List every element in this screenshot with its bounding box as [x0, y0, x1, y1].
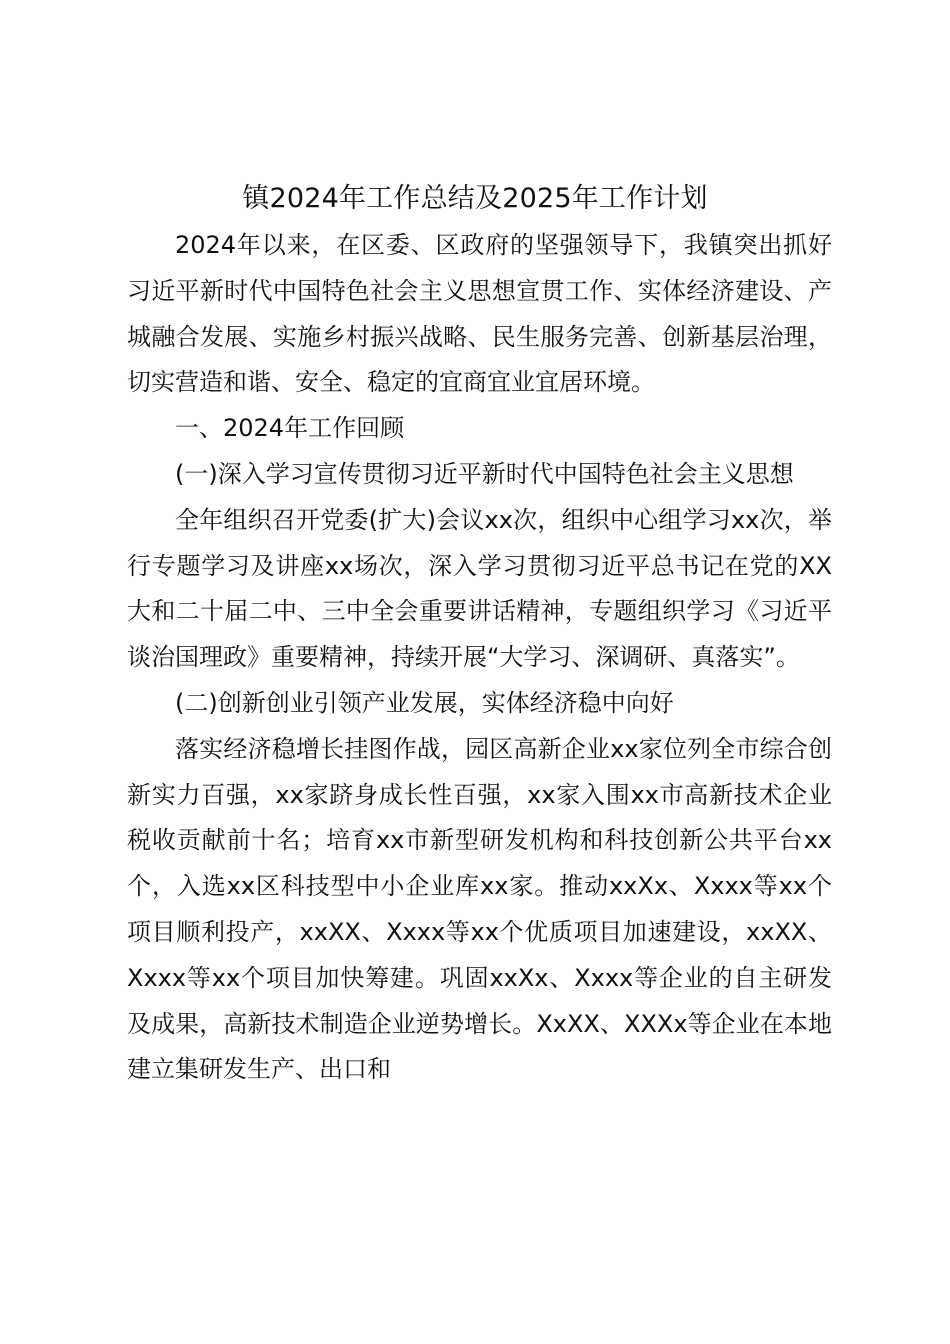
intro-paragraph: 2024年以来，在区委、区政府的坚强领导下，我镇突出抓好习近平新时代中国特色社会主义思想宣贯工作、实体经济建设、产城融合发展、实施乡村振兴战略、民生服务完善、创新基层治理，切实营造和谐、安全、稳定的宜商宜业宜居环境。 — [127, 231, 832, 397]
section-heading: 一、2024年工作回顾 — [175, 414, 405, 443]
subsection-heading: (一)深入学习宣传贯彻习近平新时代中国特色社会主义思想 — [175, 459, 794, 488]
body-paragraph: 全年组织召开党委(扩大)会议xx次，组织中心组学习xx次，举行专题学习及讲座xx场次，深入学习贯彻习近平总书记在党的XX大和二十届二中、三中全会重要讲话精神，专题组织学习《习近平谈治国理政》重要精神，持续开展“大学习、深调研、真落实”。 — [127, 505, 832, 672]
body-paragraph: 落实经济稳增长挂图作战，园区高新企业xx家位列全市综合创新实力百强，xx家跻身成长性百强，xx家入围xx市高新技术企业税收贡献前十名；培育xx市新型研发机构和科技创新公共平台xx个，入选xx区科技型中小企业库xx家。推动xxXx、Xxxx等xx个项目顺利投产，xxXX、Xxxx等xx个优质项目加速建设，xxXX、Xxxx等xx个项目加快筹建。巩固xxXx、Xxxx等企业的自主研发及成果，高新技术制造企业逆势增长。XxXX、XXXx等企业在本地建立集研发生产、出口和 — [127, 734, 832, 1084]
document-body — [127, 223, 832, 1093]
document-title: 镇2024年工作总结及2025年工作计划 — [242, 183, 708, 214]
subsection-heading: (二)创新创业引领产业发展，实体经济稳中向好 — [175, 688, 674, 717]
